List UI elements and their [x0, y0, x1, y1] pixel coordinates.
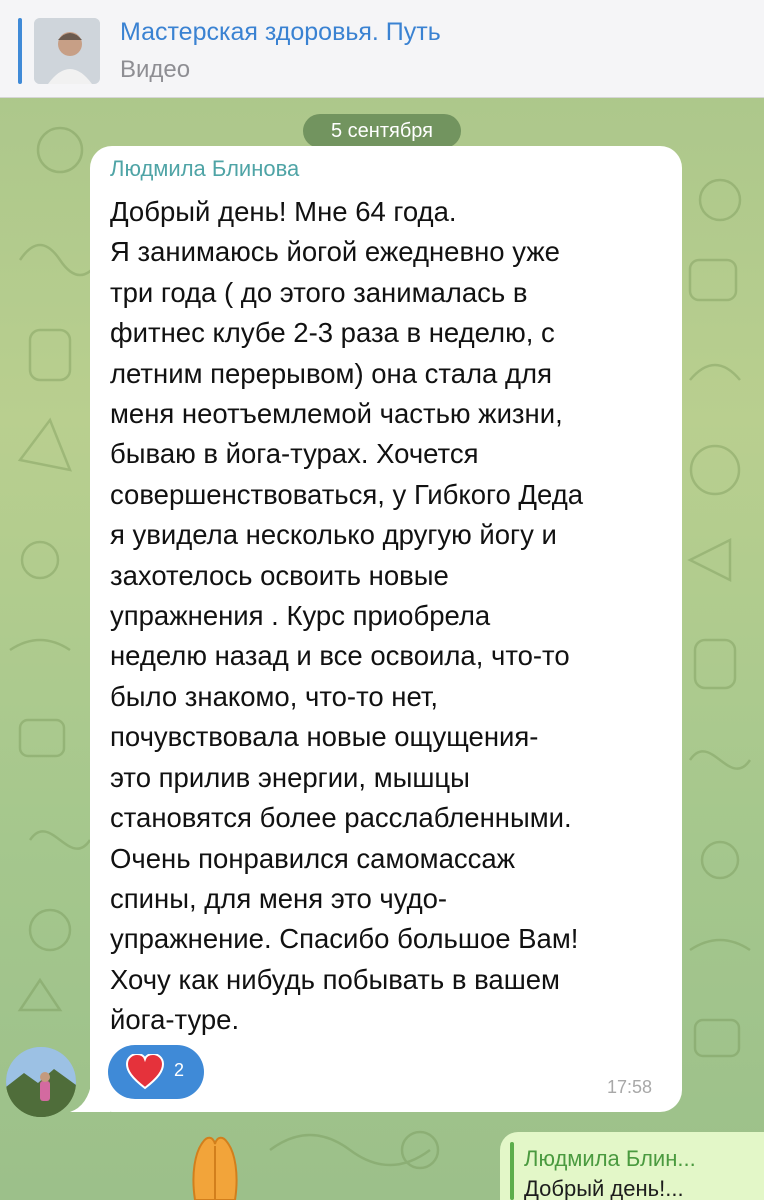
heart-icon [126, 1054, 164, 1090]
date-separator: 5 сентября [303, 114, 461, 148]
message-time: 17:58 [607, 1077, 653, 1097]
pinned-title: Мастерская здоровья. Путь [120, 18, 441, 46]
pinned-accent-bar [18, 18, 22, 84]
landscape-photo-icon [6, 1047, 76, 1117]
reaction-heart-button[interactable] [108, 1045, 204, 1099]
pinned-subtitle: Видео [120, 56, 191, 83]
hands-sticker[interactable] [185, 1134, 243, 1200]
reply-sender-name: Людмила Блин... [524, 1146, 696, 1171]
sender-name[interactable]: Людмила Блинова [110, 156, 300, 181]
sender-avatar[interactable] [6, 1047, 76, 1117]
reply-accent-bar [510, 1142, 514, 1200]
message-text: Добрый день! Мне 64 года. Я занимаюсь йогой ежедневно уже три года ( до этого занималась в фитнес клубе 2-3 раза в неделю, с летним перерывом) она стала для меня неотъемлемой частью жизни, бываю в йога-турах. Хочется совершенствоваться, у Гибкого Деда я увидела несколько другую йогу и захотелось освоить новые упражнения . Курс приобрела неделю назад и все освоила, что-то было знакомо, что-то нет, почувствовала новые ощущения- это прилив энергии, мышцы становятся более расслабленными. Очень понравился самомассаж спины, для меня это чудо- упражнение. Спасибо большое Вам! Хочу как нибудь побывать в вашем йога-туре. [110, 196, 584, 1036]
pinned-video-thumbnail[interactable] [34, 18, 100, 84]
reply-quoted-text: Добрый день!... [524, 1176, 684, 1200]
man-portrait-icon [34, 18, 100, 84]
outgoing-reply-bubble[interactable] [500, 1132, 764, 1200]
reaction-count: 2 [174, 1060, 185, 1080]
pinned-message-bar[interactable] [0, 0, 764, 98]
